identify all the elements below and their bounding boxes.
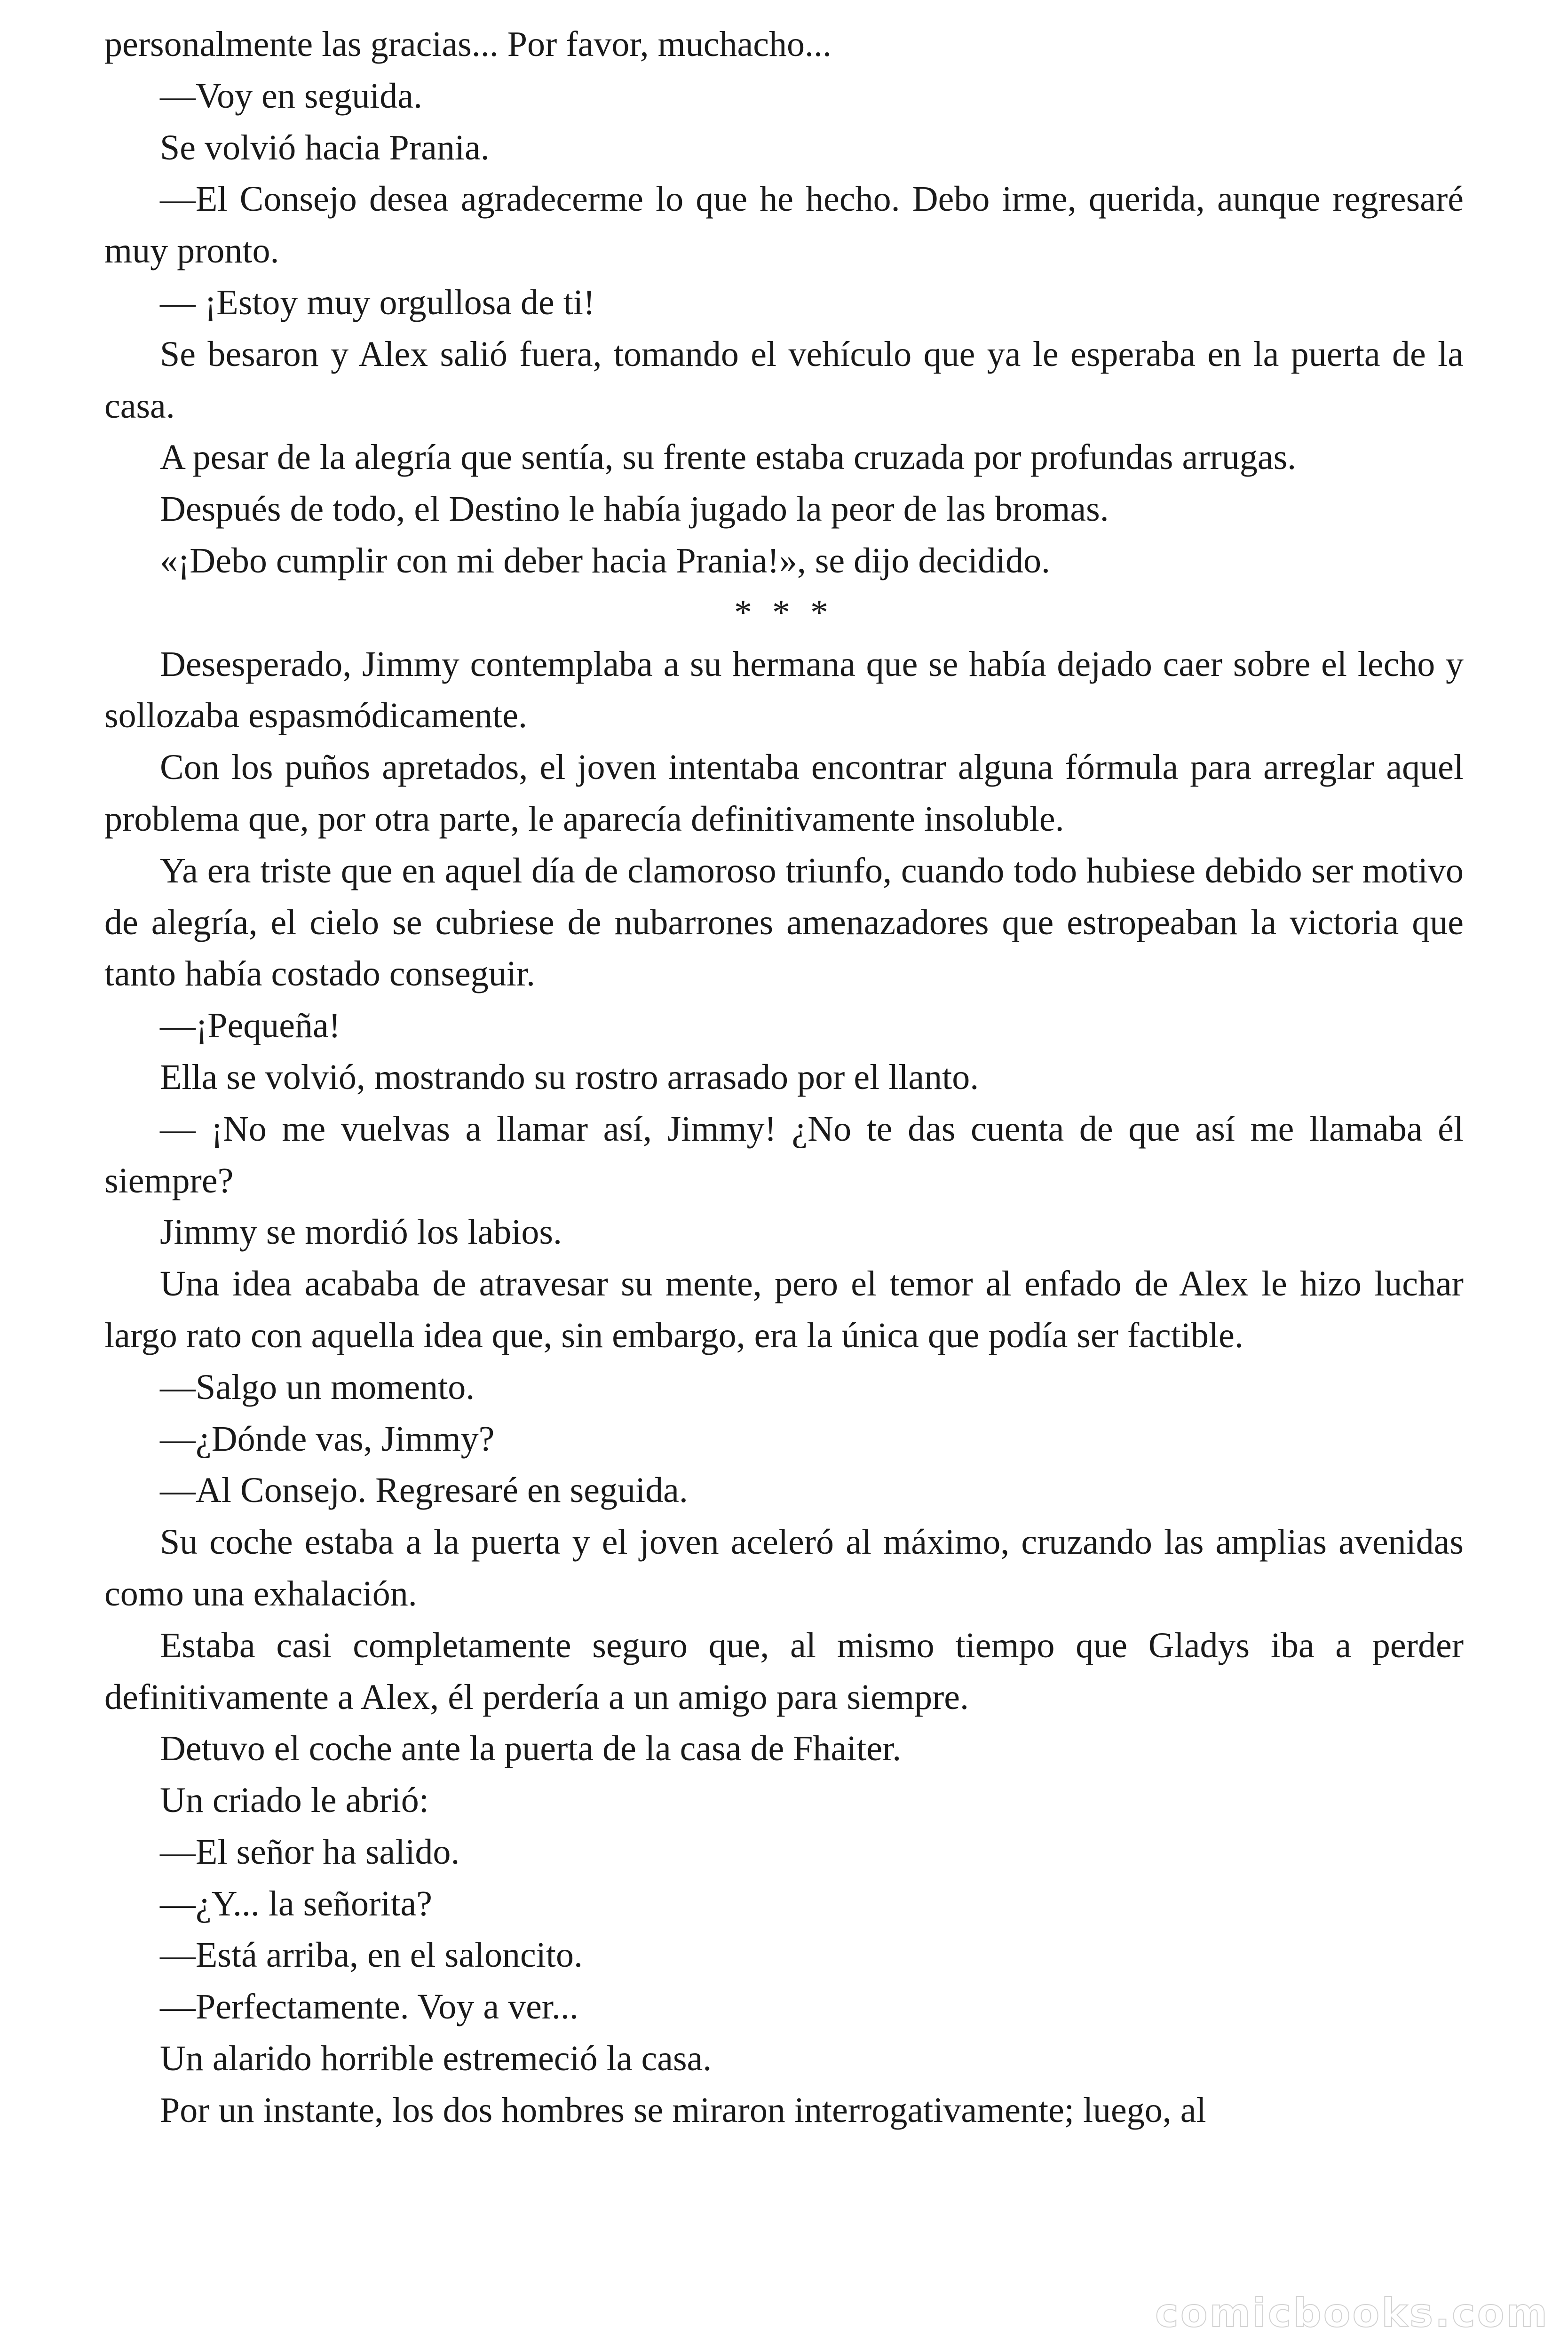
paragraph: —¡Pequeña! — [160, 1006, 341, 1046]
paragraph: —Salgo un momento. — [160, 1367, 475, 1407]
paragraph: Detuvo el coche ante la puerta de la casa de Fhaiter. — [160, 1729, 902, 1769]
paragraph: —El Consejo desea agradecerme lo que he hecho. Debo irme, querida, aunque regresaré muy pronto. — [104, 179, 1464, 271]
paragraph: A pesar de la alegría que sentía, su frente estaba cruzada por profundas arrugas. — [160, 437, 1297, 477]
paragraph: —Al Consejo. Regresaré en seguida. — [160, 1470, 688, 1510]
paragraph: Con los puños apretados, el joven intentaba encontrar alguna fórmula para arreglar aquel problema que, por otra parte, le aparecía definitivamente insoluble. — [104, 747, 1464, 839]
paragraph: — ¡No me vuelvas a llamar así, Jimmy! ¿No te das cuenta de que así me llamaba él siempre? — [104, 1109, 1464, 1200]
paragraph: Ella se volvió, mostrando su rostro arrasado por el llanto. — [160, 1057, 979, 1097]
section-separator: * * * — [734, 592, 834, 632]
watermark: comicbooks.com — [1155, 2290, 1549, 2336]
paragraph: Por un instante, los dos hombres se miraron interrogativamente; luego, al — [160, 2090, 1206, 2130]
paragraph: Su coche estaba a la puerta y el joven aceleró al máximo, cruzando las amplias avenidas como una exhalación. — [104, 1522, 1464, 1613]
paragraph: Desesperado, Jimmy contemplaba a su hermana que se había dejado caer sobre el lecho y sollozaba espasmódicamente. — [104, 644, 1464, 736]
paragraph: —El señor ha salido. — [160, 1832, 460, 1872]
paragraph: Después de todo, el Destino le había jugado la peor de las bromas. — [160, 489, 1109, 529]
paragraph: Ya era triste que en aquel día de clamoroso triunfo, cuando todo hubiese debido ser motivo de alegría, el cielo se cubriese de nubarrones amenazadores que estropeaban la victoria que tanto había costado conseguir. — [104, 850, 1464, 994]
paragraph: Un alarido horrible estremeció la casa. — [160, 2039, 712, 2079]
paragraph: Se volvió hacia Prania. — [160, 127, 490, 167]
paragraph: —Perfectamente. Voy a ver... — [160, 1987, 578, 2027]
paragraph: — ¡Estoy muy orgullosa de ti! — [160, 282, 595, 322]
paragraph: —Está arriba, en el saloncito. — [160, 1935, 583, 1975]
paragraph: Jimmy se mordió los labios. — [160, 1212, 562, 1252]
paragraph: personalmente las gracias... Por favor, muchacho... — [104, 24, 832, 64]
paragraph: Estaba casi completamente seguro que, al mismo tiempo que Gladys iba a perder definitivamente a Alex, él perdería a un amigo para siempre. — [104, 1625, 1464, 1717]
paragraph: —¿Y... la señorita? — [160, 1883, 432, 1923]
paragraph: —Voy en seguida. — [160, 76, 422, 116]
paragraph: «¡Debo cumplir con mi deber hacia Prania!», se dijo decidido. — [160, 540, 1051, 580]
body-text — [104, 19, 1464, 2137]
paragraph: Un criado le abrió: — [160, 1780, 429, 1820]
paragraph: Se besaron y Alex salió fuera, tomando el vehículo que ya le esperaba en la puerta de la casa. — [104, 334, 1464, 426]
paragraph: Una idea acababa de atravesar su mente, pero el temor al enfado de Alex le hizo luchar largo rato con aquella idea que, sin embargo, era la única que podía ser factible. — [104, 1264, 1464, 1355]
paragraph: —¿Dónde vas, Jimmy? — [160, 1419, 495, 1459]
